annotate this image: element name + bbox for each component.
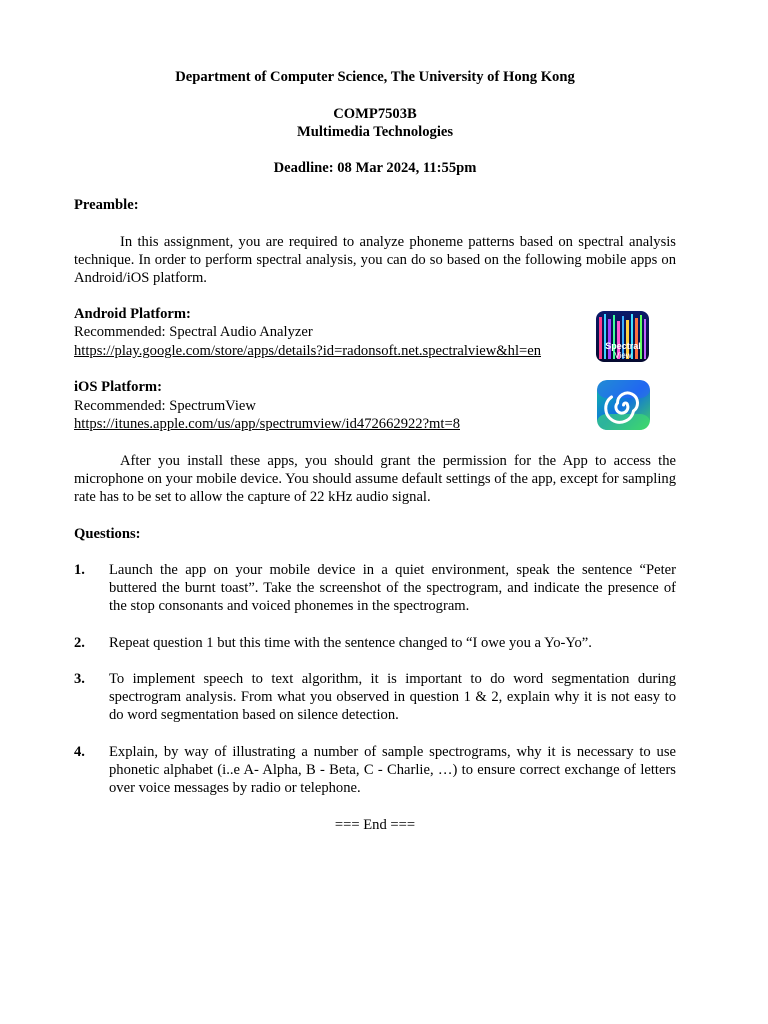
spectral-view-icon bbox=[596, 311, 649, 362]
course-code: COMP7503B bbox=[333, 106, 417, 122]
department-title: Department of Computer Science, The University of Hong Kong bbox=[175, 69, 575, 85]
question-number: 4. bbox=[74, 744, 85, 760]
android-link-row bbox=[74, 342, 676, 360]
question-text: Launch the app on your mobile device in a quiet environment, speak the sentence “Peter buttered the burnt toast”. Take the screenshot of the spectrogram, and indicate the presence of the stop consonants and voiced phonemes in the spectrogram. bbox=[109, 562, 676, 615]
preamble-text: In this assignment, you are required to analyze phoneme patterns based on spectral analysis technique. In order to perform spectral analysis, you can do so based on the following mobile apps on Android/iOS platform. bbox=[74, 234, 676, 287]
spectral-view-app-icon bbox=[596, 311, 649, 362]
android-recommended: Recommended: Spectral Audio Analyzer bbox=[74, 324, 313, 340]
questions-heading: Questions: bbox=[74, 526, 141, 542]
end-marker: === End === bbox=[334, 817, 416, 833]
ios-heading: iOS Platform: bbox=[74, 379, 162, 395]
preamble-heading: Preamble: bbox=[74, 197, 139, 213]
ios-store-link[interactable]: https://itunes.apple.com/us/app/spectrumview/id472662922?mt=8 bbox=[74, 416, 460, 432]
question-text: Explain, by way of illustrating a number of sample spectrograms, why it is necessary to use phonetic alphabet (i..e A- Alpha, B - Beta, C - Charlie, …) to ensure correct exchange of letters over voice messages by radio or telephone. bbox=[109, 744, 676, 797]
deadline: Deadline: 08 Mar 2024, 11:55pm bbox=[273, 160, 477, 176]
spectral-icon-label-2: View bbox=[614, 351, 632, 360]
android-heading: Android Platform: bbox=[74, 306, 191, 322]
question-number: 3. bbox=[74, 671, 85, 687]
question-text: To implement speech to text algorithm, it is important to do word segmentation during spectrogram analysis. From what you observed in question 1 & 2, explain why it is not easy to do word segmentation based on silence detection. bbox=[109, 671, 676, 724]
question-number: 1. bbox=[74, 562, 85, 578]
ios-link-row bbox=[74, 415, 676, 433]
course-name: Multimedia Technologies bbox=[296, 124, 454, 140]
spectral-icon-label-1: Spectral bbox=[605, 341, 641, 351]
android-store-link[interactable]: https://play.google.com/store/apps/details?id=radonsoft.net.spectralview&hl=en bbox=[74, 343, 541, 359]
spectrumview-app-icon bbox=[597, 380, 650, 430]
spiral-icon bbox=[597, 380, 650, 430]
question-number: 2. bbox=[74, 635, 85, 651]
ios-recommended: Recommended: SpectrumView bbox=[74, 398, 256, 414]
instructions-paragraph: After you install these apps, you should grant the permission for the App to access the microphone on your mobile device. You should assume default settings of the app, except for sampling rate has to be set to allow the capture of 22 kHz audio signal. bbox=[74, 453, 676, 506]
question-text: Repeat question 1 but this time with the sentence changed to “I owe you a Yo-Yo”. bbox=[109, 635, 592, 651]
